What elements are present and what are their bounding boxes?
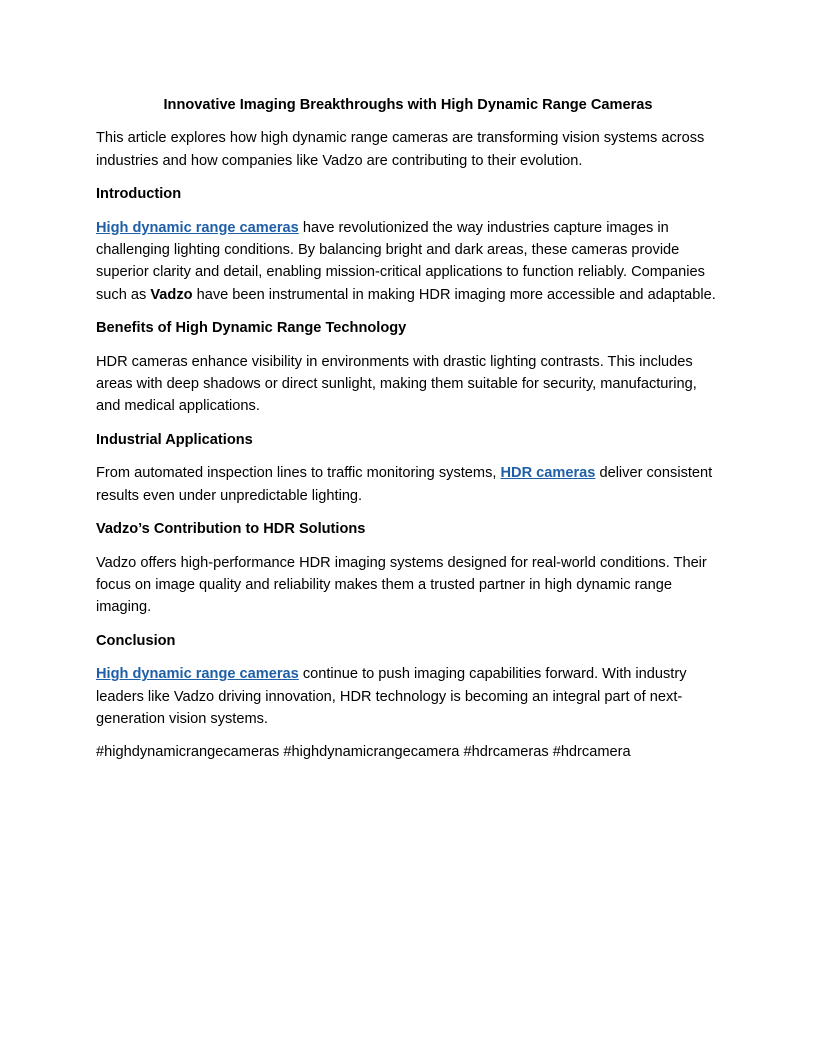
introduction-paragraph xyxy=(96,217,720,307)
industrial-applications-heading: Industrial Applications xyxy=(96,431,253,448)
industrial-text-1: From automated inspection lines to traffic monitoring systems, xyxy=(96,465,501,482)
high-dynamic-range-cameras-link[interactable]: High dynamic range cameras xyxy=(96,219,299,236)
hdr-cameras-link[interactable]: HDR cameras xyxy=(500,465,596,482)
document-title: Innovative Imaging Breakthroughs with High Dynamic Range Cameras xyxy=(163,97,653,113)
industrial-text-2: deliver consistent results even under unpredictable lighting. xyxy=(96,465,713,504)
vadzo-bold-text: Vadzo xyxy=(150,286,193,303)
benefits-paragraph: HDR cameras enhance visibility in environments with drastic lighting contrasts. This includes areas with deep shadows or direct sunlight, making them suitable for security, manufacturing, and medical applications. xyxy=(96,353,697,415)
document-page xyxy=(96,94,720,775)
vadzo-contribution-paragraph: Vadzo offers high-performance HDR imaging systems designed for real-world conditions. Their focus on image quality and reliability makes them a trusted partner in high dynamic range imaging. xyxy=(96,554,707,616)
introduction-heading: Introduction xyxy=(96,186,182,203)
conclusion-text: continue to push imaging capabilities forward. With industry leaders like Vadzo driving innovation, HDR technology is becoming an integral part of next-generation vision systems. xyxy=(96,666,687,727)
industrial-applications-paragraph xyxy=(96,462,720,507)
hashtags: #highdynamicrangecameras #highdynamicrangecamera #hdrcameras #hdrcamera xyxy=(96,744,631,761)
introduction-text-1: have revolutionized the way industries capture images in challenging lighting conditions. By balancing bright and dark areas, these cameras provide superior clarity and detail, enabling mission-critical applications to function reliably. Companies such as xyxy=(96,219,705,303)
introduction-text-2: have been instrumental in making HDR imaging more accessible and adaptable. xyxy=(192,286,716,303)
vadzo-contribution-heading: Vadzo’s Contribution to HDR Solutions xyxy=(96,521,366,538)
conclusion-paragraph xyxy=(96,663,720,730)
conclusion-hdr-link[interactable]: High dynamic range cameras xyxy=(96,666,299,683)
benefits-heading: Benefits of High Dynamic Range Technology xyxy=(96,320,407,337)
intro-paragraph: This article explores how high dynamic range cameras are transforming vision systems across industries and how companies like Vadzo are contributing to their evolution. xyxy=(96,130,705,169)
conclusion-heading: Conclusion xyxy=(96,632,176,649)
